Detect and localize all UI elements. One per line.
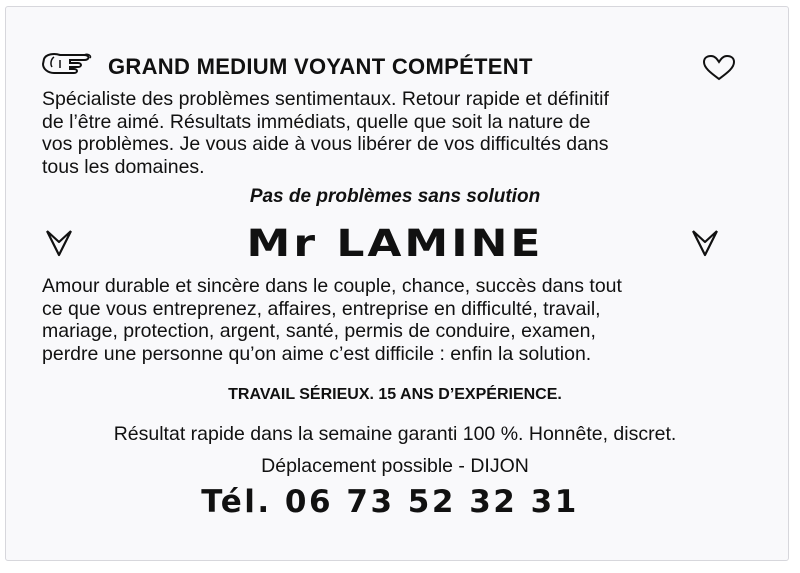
- medium-name: Mr LAMINE: [246, 221, 544, 266]
- services-line: mariage, protection, argent, santé, permis de conduire, examen,: [42, 320, 596, 342]
- heart-icon: [701, 54, 737, 82]
- services-line: Amour durable et sincère dans le couple, chance, succès dans tout: [42, 275, 622, 297]
- services-line: perdre une personne qu’on aime c’est difficile : enfin la solution.: [42, 342, 592, 365]
- experience-line: TRAVAIL SÉRIEUX. 15 ANS D’EXPÉRIENCE.: [228, 386, 562, 403]
- intro-paragraph: [42, 88, 609, 178]
- phone-number: Tél. 06 73 52 32 31: [201, 484, 579, 520]
- check-mark-icon: [690, 226, 720, 260]
- travel-line: Déplacement possible - DIJON: [261, 455, 529, 477]
- intro-line: vos problèmes. Je vous aide à vous libérer de vos difficultés dans: [42, 133, 609, 155]
- pointing-hand-icon: [40, 50, 96, 76]
- intro-line: tous les domaines.: [42, 155, 205, 178]
- intro-line: Spécialiste des problèmes sentimentaux. Retour rapide et définitif: [42, 88, 609, 110]
- services-line: ce que vous entreprenez, affaires, entreprise en difficulté, travail,: [42, 297, 601, 320]
- services-paragraph: [42, 275, 622, 365]
- result-line: Résultat rapide dans la semaine garanti 100 %. Honnête, discret.: [113, 423, 677, 445]
- slogan: Pas de problèmes sans solution: [249, 186, 541, 207]
- header-title: GRAND MEDIUM VOYANT COMPÉTENT: [108, 54, 533, 79]
- intro-line: de l’être aimé. Résultats immédiats, quelle que soit la nature de: [42, 110, 591, 133]
